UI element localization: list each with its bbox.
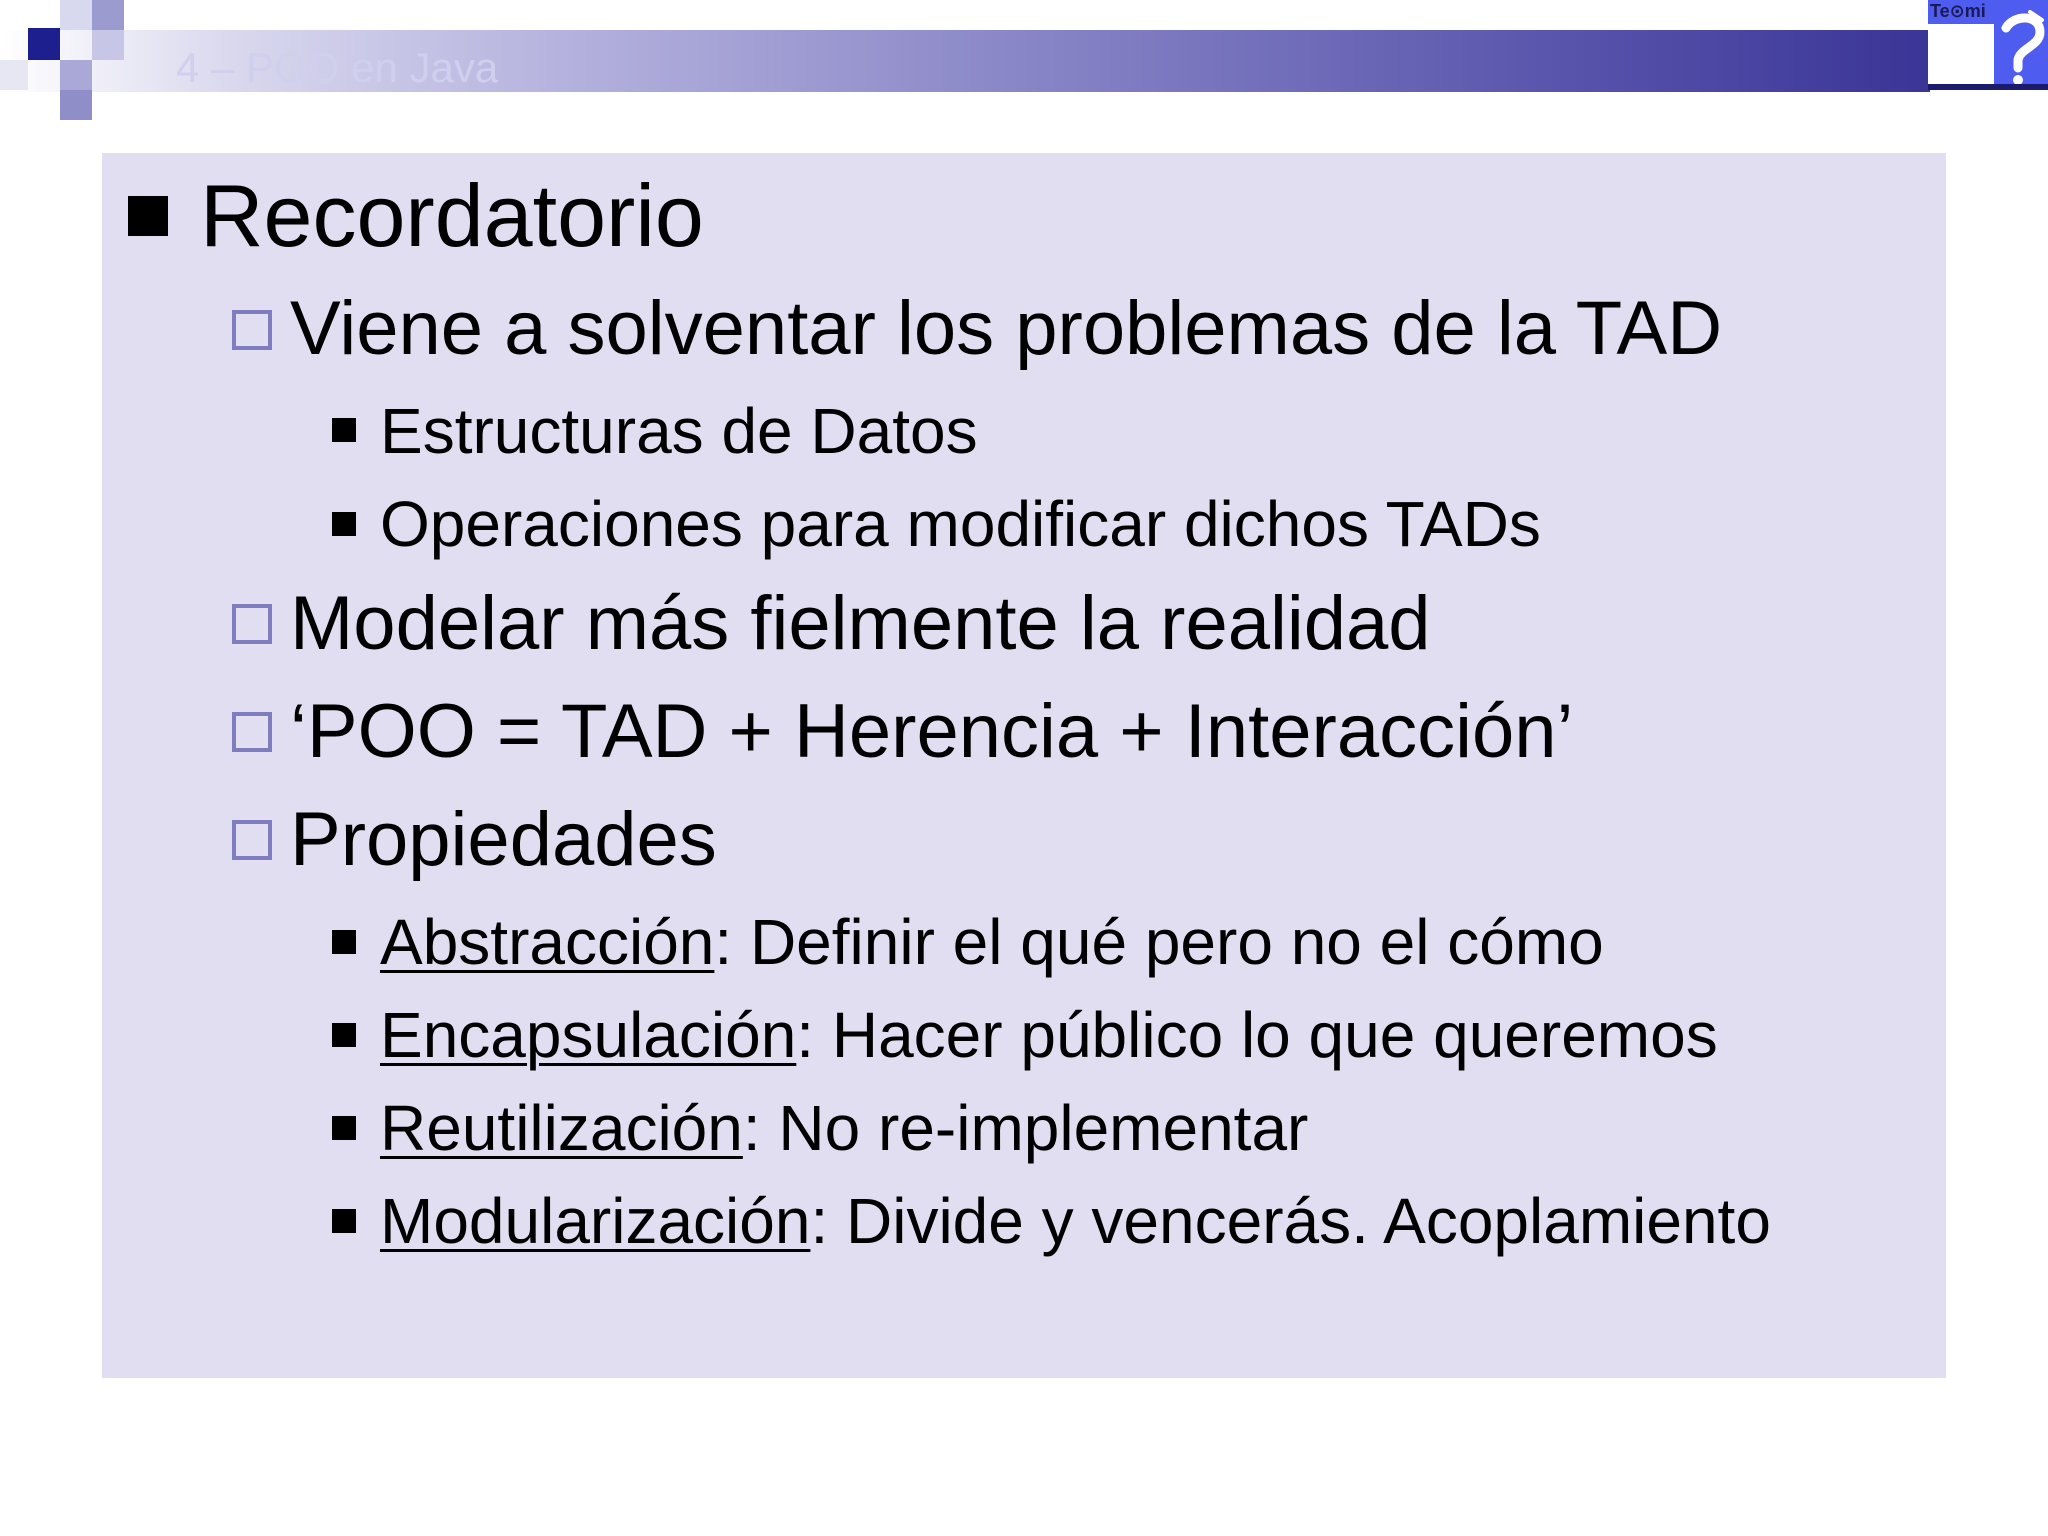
property-line [380,1091,1308,1165]
property-line [380,905,1604,979]
decor-square [60,60,92,90]
item-text: Viene a solventar los problemas de la TAD [290,286,1723,371]
bullet-small-square-icon [332,930,356,954]
decor-square [60,90,92,120]
property-desc: : Divide y vencerás. Acoplamiento [810,1185,1771,1257]
bullet-small-square-icon [332,1023,356,1047]
property-line [380,998,1718,1072]
decor-square [60,0,92,30]
item-text: Modelar más fielmente la realidad [290,581,1431,666]
logo-white-block [1928,24,1994,90]
subitem-text: Operaciones para modificar dichos TADs [380,488,1541,560]
hollow-square-icon [232,604,272,644]
bullet-square-icon [128,196,168,236]
decor-square [28,28,60,60]
property-term: Reutilización [380,1092,743,1164]
bullet-small-square-icon [332,418,356,442]
bullet-small-square-icon [332,1116,356,1140]
subitem-text: Estructuras de Datos [380,395,978,467]
item-text: ‘POO = TAD + Herencia + Interacción’ [290,689,1574,774]
hollow-square-icon [232,310,272,350]
bullet-small-square-icon [332,1209,356,1233]
logo-bar [1928,84,2048,90]
property-term: Encapsulación [380,999,797,1071]
bullet-small-square-icon [332,512,356,536]
logo-text: Te⊙mi [1930,1,1986,21]
item-text: Propiedades [290,797,717,882]
property-term: Abstracción [380,906,715,978]
hollow-square-icon [232,820,272,860]
decor-square [92,0,124,30]
slide-title: 4 – POO en Java [176,44,499,91]
property-line [380,1184,1771,1258]
decor-square [0,60,28,90]
property-desc: : Hacer público lo que queremos [796,999,1718,1071]
logo [1928,0,2048,90]
property-term: Modularización [380,1185,811,1257]
property-desc: : Definir el qué pero no el cómo [714,906,1604,978]
property-desc: : No re-implementar [742,1092,1309,1164]
logo-mark-icon [1996,8,2048,90]
heading-recordatorio: Recordatorio [200,166,704,265]
decor-square [92,30,124,60]
hollow-square-icon [232,712,272,752]
